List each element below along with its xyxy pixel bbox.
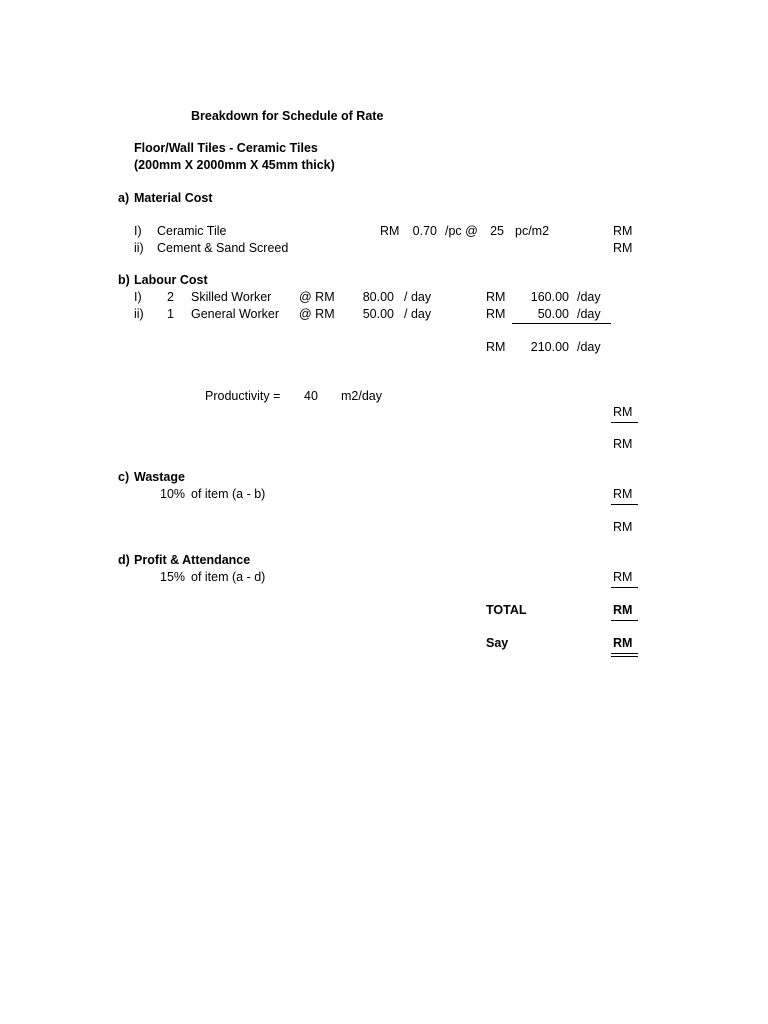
- labour-row-1-desc: Skilled Worker: [191, 290, 272, 304]
- material-row-1-num: I): [134, 224, 142, 238]
- labour-subtotal-amount: 210.00: [530, 340, 569, 354]
- wastage-percent: 10%: [160, 487, 186, 501]
- productivity-label: Productivity =: [205, 389, 281, 403]
- item-spec: (200mm X 2000mm X 45mm thick): [134, 158, 335, 172]
- section-b-heading: Labour Cost: [134, 273, 208, 287]
- section-d-heading: Profit & Attendance: [134, 553, 251, 567]
- labour-row-2-rate: 50.00: [362, 307, 394, 321]
- labour-row-2-desc: General Worker: [191, 307, 279, 321]
- section-c-label: c): [118, 470, 130, 484]
- labour-subtotal-rule: [512, 323, 611, 324]
- wastage-rm-2: RM: [613, 520, 633, 534]
- section-a-label: a): [118, 191, 130, 205]
- material-row-1-qty: 25: [490, 224, 504, 238]
- say-label: Say: [486, 636, 509, 650]
- labour-rm-2: RM: [613, 437, 633, 451]
- labour-row-1-num: I): [134, 290, 142, 304]
- labour-row-2-at: @ RM: [299, 307, 335, 321]
- item-name: Floor/Wall Tiles - Ceramic Tiles: [134, 141, 318, 155]
- labour-row-2-per: /day: [577, 307, 601, 321]
- labour-row-1-count: 2: [167, 290, 174, 304]
- total-rule: [611, 620, 638, 621]
- material-row-2-total-cur: RM: [613, 241, 633, 255]
- labour-row-1-at: @ RM: [299, 290, 335, 304]
- labour-subtotal-per: /day: [577, 340, 601, 354]
- profit-rm: RM: [613, 570, 633, 584]
- labour-row-2-count: 1: [167, 307, 174, 321]
- labour-row-2-unit: / day: [404, 307, 432, 321]
- profit-percent: 15%: [160, 570, 186, 584]
- labour-row-2-num: ii): [134, 307, 144, 321]
- wastage-rm-rule: [611, 504, 638, 505]
- material-row-1-unit: /pc @: [445, 224, 478, 238]
- labour-rm-rule: [611, 422, 638, 423]
- page-title: Breakdown for Schedule of Rate: [191, 109, 384, 123]
- wastage-rm-1: RM: [613, 487, 633, 501]
- material-row-1-rate: 0.70: [412, 224, 437, 238]
- labour-row-1-amount: 160.00: [530, 290, 569, 304]
- material-row-2-desc: Cement & Sand Screed: [157, 241, 289, 255]
- say-double-rule-top: [611, 653, 638, 654]
- material-row-1-qty-unit: pc/m2: [515, 224, 550, 238]
- material-row-2-num: ii): [134, 241, 144, 255]
- say-cur: RM: [613, 636, 633, 650]
- labour-subtotal-cur: RM: [486, 340, 506, 354]
- labour-rm-1: RM: [613, 405, 633, 419]
- say-double-rule-bottom: [611, 656, 638, 657]
- section-a-heading: Material Cost: [134, 191, 213, 205]
- material-row-1-desc: Ceramic Tile: [157, 224, 227, 238]
- total-cur: RM: [613, 603, 633, 617]
- profit-desc: of item (a - d): [191, 570, 266, 584]
- section-d-label: d): [118, 553, 130, 567]
- productivity-unit: m2/day: [341, 389, 382, 403]
- labour-row-1-per: /day: [577, 290, 601, 304]
- material-row-1-total-cur: RM: [613, 224, 633, 238]
- labour-row-1-cur: RM: [486, 290, 506, 304]
- labour-row-1-rate: 80.00: [362, 290, 394, 304]
- labour-row-1-unit: / day: [404, 290, 432, 304]
- section-b-label: b): [118, 273, 130, 287]
- wastage-desc: of item (a - b): [191, 487, 266, 501]
- productivity-value: 40: [304, 389, 318, 403]
- material-row-1-cur: RM: [380, 224, 400, 238]
- total-label: TOTAL: [486, 603, 527, 617]
- labour-row-2-amount: 50.00: [537, 307, 569, 321]
- profit-rm-rule: [611, 587, 638, 588]
- section-c-heading: Wastage: [134, 470, 185, 484]
- labour-row-2-cur: RM: [486, 307, 506, 321]
